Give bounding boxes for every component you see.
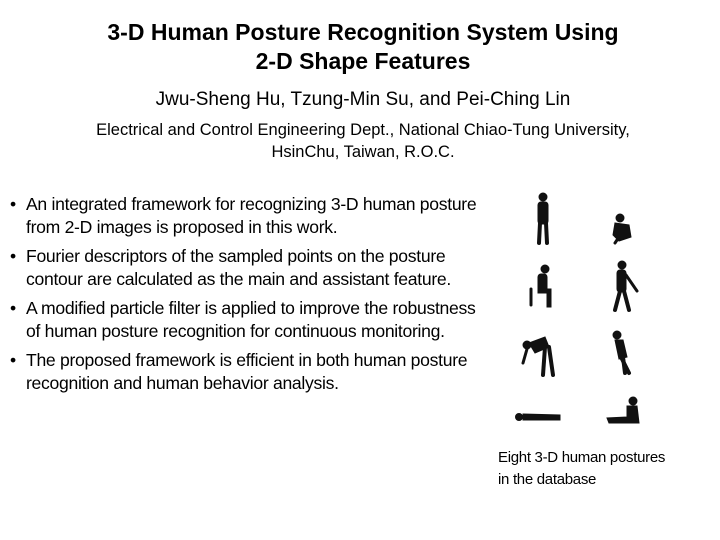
posture-lying xyxy=(516,414,561,421)
title-line-2: 2-D Shape Features xyxy=(255,48,471,74)
affiliation-line-2: HsinChu, Taiwan, R.O.C. xyxy=(271,143,455,161)
title-line-1: 3-D Human Posture Recognition System Using xyxy=(107,19,619,45)
bullet-item: • Fourier descriptors of the sampled points on the posture contour are calculated as the main and assistant feature. xyxy=(10,246,451,289)
bullet-text: An integrated framework for recognizing 3-D human posture from 2-D images is proposed in this work. xyxy=(26,194,477,237)
caption-line-1: Eight 3-D human postures xyxy=(498,449,666,466)
bullet-text: Fourier descriptors of the sampled points on the posture contour are calculated as the main and assistant feature. xyxy=(26,246,451,289)
posture-floor-sitting xyxy=(607,397,639,423)
posture-crouching xyxy=(613,214,631,243)
posture-sitting xyxy=(531,265,551,307)
authors: Jwu-Sheng Hu, Tzung-Min Su, and Pei-Ching Lin xyxy=(155,89,571,110)
slide-title xyxy=(0,18,720,76)
bullet-item: • The proposed framework is efficient in both human posture recognition and human behavior analysis. xyxy=(10,350,468,393)
affiliation xyxy=(0,119,720,163)
posture-bending xyxy=(523,337,553,375)
posture-leaning xyxy=(613,331,629,373)
bullet-item: • A modified particle filter is applied to improve the robustness of human posture recognition for continuous monitoring. xyxy=(10,298,476,341)
caption-line-2: in the database xyxy=(498,471,597,488)
bullet-text: A modified particle filter is applied to improve the robustness of human posture recognition for continuous monitoring. xyxy=(26,298,476,341)
bullet-list xyxy=(10,193,490,401)
posture-walking xyxy=(615,261,637,310)
posture-figures xyxy=(505,185,675,435)
bullet-item: • An integrated framework for recognizing 3-D human posture from 2-D images is proposed in this work. xyxy=(10,194,477,237)
affiliation-line-1: Electrical and Control Engineering Dept., National Chiao-Tung University, xyxy=(96,121,630,139)
posture-standing xyxy=(538,193,548,243)
figure-caption xyxy=(498,447,665,491)
bullet-text: The proposed framework is efficient in both human posture recognition and human behavior analysis. xyxy=(26,350,468,393)
